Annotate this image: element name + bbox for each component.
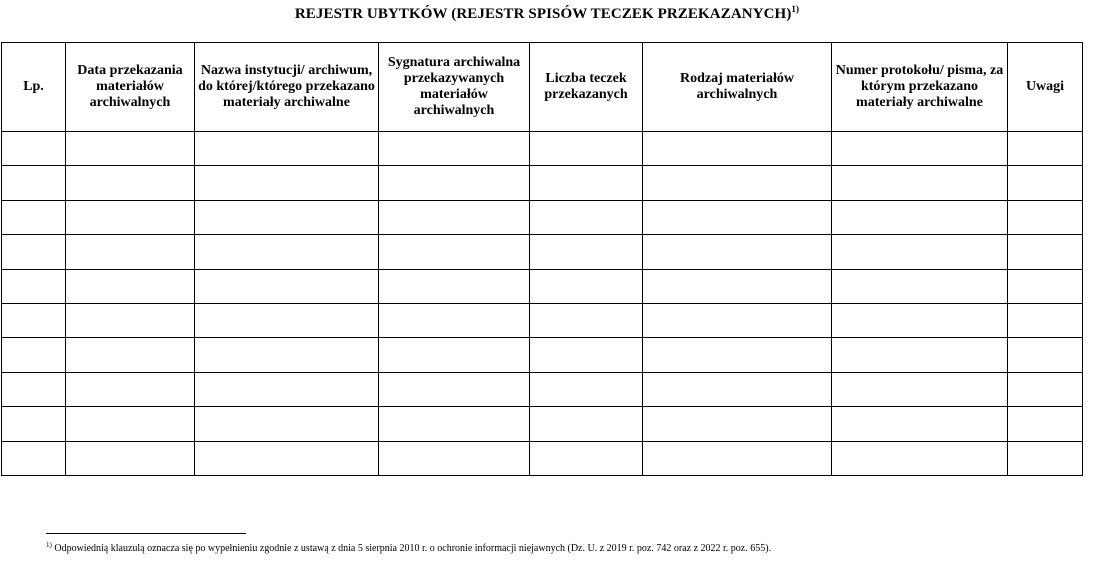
table-cell[interactable] [1008,441,1083,475]
column-header-sygnatura: Sygnatura archiwalna przekazywanych materiałów archiwalnych [379,43,530,132]
table-cell[interactable] [195,303,379,337]
table-cell[interactable] [832,441,1008,475]
table-cell[interactable] [530,166,643,200]
table-cell[interactable] [2,269,66,303]
table-cell[interactable] [1008,166,1083,200]
table-row [2,166,1083,200]
table-cell[interactable] [379,166,530,200]
table-cell[interactable] [832,407,1008,441]
table-cell[interactable] [1008,303,1083,337]
table-cell[interactable] [530,235,643,269]
table-cell[interactable] [1008,269,1083,303]
table-cell[interactable] [832,372,1008,406]
table-cell[interactable] [1008,200,1083,234]
table-cell[interactable] [379,200,530,234]
table-cell[interactable] [530,269,643,303]
column-header-liczba-teczek: Liczba teczek przekazanych [530,43,643,132]
footnote-divider [46,533,246,534]
footnote-text: Odpowiednią klauzulą oznacza się po wypełnieniu zgodnie z ustawą z dnia 5 sierpnia 2010 r. o ochronie informacji niejawnych (Dz. U. z 2019 r. poz. 742 oraz z 2022 r. poz. 655). [51,543,772,554]
table-row [2,269,1083,303]
table-cell[interactable] [530,132,643,166]
table-cell[interactable] [832,200,1008,234]
table-cell[interactable] [195,132,379,166]
table-cell[interactable] [643,166,832,200]
table-cell[interactable] [530,200,643,234]
footnote-marker: 1) [46,541,52,549]
table-row [2,200,1083,234]
table-cell[interactable] [2,200,66,234]
table-cell[interactable] [195,235,379,269]
table-cell[interactable] [66,372,195,406]
table-cell[interactable] [643,338,832,372]
column-header-lp: Lp. [2,43,66,132]
table-cell[interactable] [66,166,195,200]
table-cell[interactable] [2,372,66,406]
table-cell[interactable] [832,235,1008,269]
table-cell[interactable] [195,166,379,200]
footnote [46,542,771,556]
table-cell[interactable] [379,372,530,406]
table-cell[interactable] [643,441,832,475]
table-row [2,132,1083,166]
table-row [2,303,1083,337]
table-cell[interactable] [530,441,643,475]
table-row [2,338,1083,372]
table-header-row [2,43,1083,132]
table-cell[interactable] [1008,372,1083,406]
table-cell[interactable] [66,338,195,372]
table-cell[interactable] [66,269,195,303]
table-cell[interactable] [379,338,530,372]
table-cell[interactable] [1008,235,1083,269]
table-cell[interactable] [66,200,195,234]
column-header-data-przekazania: Data przekazania materiałów archiwalnych [66,43,195,132]
table-cell[interactable] [66,441,195,475]
table-cell[interactable] [66,235,195,269]
table-cell[interactable] [643,372,832,406]
table-cell[interactable] [530,338,643,372]
title-footnote-marker: 1) [791,4,800,14]
table-row [2,441,1083,475]
table-cell[interactable] [2,407,66,441]
table-row [2,372,1083,406]
table-cell[interactable] [1008,407,1083,441]
column-header-numer-protokolu: Numer protokołu/ pisma, za którym przekazano materiały archiwalne [832,43,1008,132]
table-cell[interactable] [195,269,379,303]
table-cell[interactable] [643,132,832,166]
table-row [2,407,1083,441]
table-cell[interactable] [66,303,195,337]
table-cell[interactable] [195,200,379,234]
table-cell[interactable] [195,372,379,406]
table-cell[interactable] [379,235,530,269]
table-cell[interactable] [530,303,643,337]
table-cell[interactable] [2,235,66,269]
table-body [2,132,1083,476]
table-cell[interactable] [1008,338,1083,372]
table-cell[interactable] [379,303,530,337]
table-cell[interactable] [643,235,832,269]
table-cell[interactable] [2,166,66,200]
table-row [2,235,1083,269]
table-cell[interactable] [643,303,832,337]
column-header-rodzaj-materialow: Rodzaj materiałów archiwalnych [643,43,832,132]
column-header-nazwa-instytucji: Nazwa instytucji/ archiwum, do której/którego przekazano materiały archiwalne [195,43,379,132]
table-cell[interactable] [66,132,195,166]
table-cell[interactable] [379,132,530,166]
column-header-uwagi: Uwagi [1008,43,1083,132]
table-cell[interactable] [643,200,832,234]
table-cell[interactable] [379,407,530,441]
table-cell[interactable] [643,269,832,303]
register-table [1,42,1083,476]
table-cell[interactable] [195,338,379,372]
table-cell[interactable] [2,338,66,372]
table-cell[interactable] [1008,132,1083,166]
table-cell[interactable] [66,407,195,441]
table-cell[interactable] [2,441,66,475]
table-cell[interactable] [832,166,1008,200]
table-cell[interactable] [832,132,1008,166]
document-title [0,4,1094,24]
table-cell[interactable] [379,441,530,475]
table-cell[interactable] [832,303,1008,337]
table-cell[interactable] [530,407,643,441]
table-cell[interactable] [643,407,832,441]
table-cell[interactable] [832,269,1008,303]
table-cell[interactable] [195,407,379,441]
table-cell[interactable] [195,441,379,475]
title-text: REJESTR UBYTKÓW (REJESTR SPISÓW TECZEK PRZEKAZANYCH) [294,6,792,22]
table-cell[interactable] [530,372,643,406]
table-cell[interactable] [2,132,66,166]
table-cell[interactable] [379,269,530,303]
table-cell[interactable] [2,303,66,337]
table-cell[interactable] [832,338,1008,372]
